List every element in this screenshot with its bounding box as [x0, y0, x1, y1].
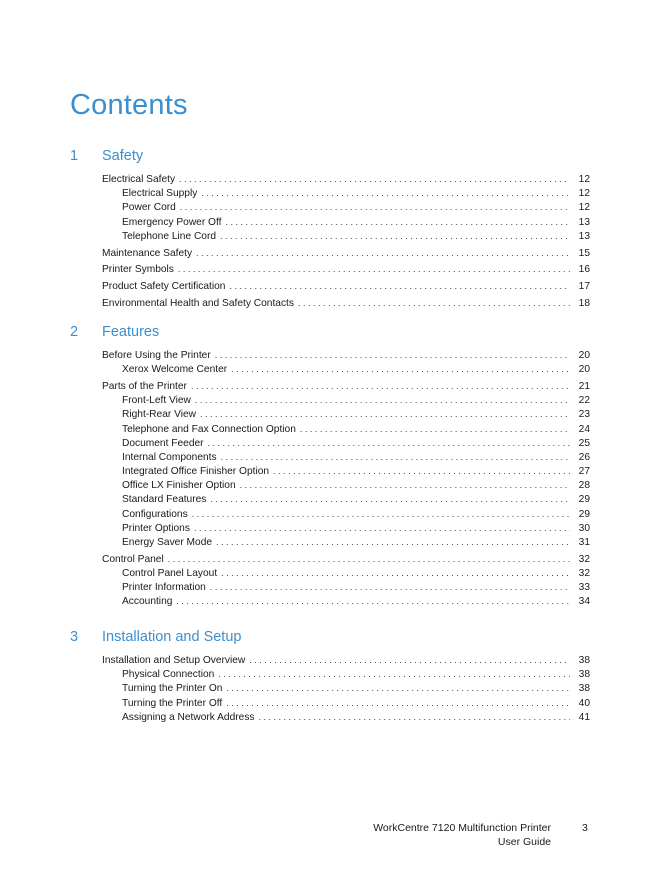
dot-leader [273, 464, 570, 478]
toc-page-number: 18 [578, 297, 590, 309]
toc-page-number: 22 [578, 395, 590, 407]
toc-entry-title: Parts of the Printer [102, 380, 187, 392]
toc-subentry[interactable] [122, 594, 590, 608]
dot-leader [259, 710, 570, 724]
toc-page-number: 38 [578, 683, 590, 695]
toc-entry-title: Control Panel Layout [122, 568, 218, 579]
toc-entry-title: Accounting [122, 596, 173, 608]
toc-entry-title: Xerox Welcome Center [122, 364, 228, 376]
toc-subentry[interactable] [122, 521, 590, 535]
footer [373, 821, 551, 849]
toc-list [70, 653, 590, 724]
toc-subentry[interactable] [122, 464, 590, 478]
toc-page-number: 12 [578, 202, 590, 214]
toc-entry[interactable] [102, 653, 590, 667]
toc-page-number: 30 [578, 522, 590, 534]
toc-entry-title: Internal Components [122, 451, 217, 463]
chapter-number: 1 [70, 148, 79, 164]
chapter-heading[interactable] [70, 148, 590, 168]
toc-subentry[interactable] [122, 422, 590, 436]
toc-page-number: 34 [578, 596, 590, 608]
toc-entry-title: Maintenance Safety [102, 247, 193, 259]
toc-page-number: 26 [578, 451, 590, 463]
dot-leader [168, 552, 570, 566]
toc-entry-title: Assigning a Network Address [122, 711, 255, 723]
toc-page-number: 12 [578, 188, 590, 200]
toc-subentry[interactable] [122, 478, 590, 492]
chapter-features [70, 324, 590, 609]
toc-entry-title: Printer Options [122, 522, 190, 534]
toc-list [70, 172, 590, 310]
toc-page-number: 28 [578, 480, 590, 492]
toc-page-number: 20 [578, 364, 590, 376]
toc-entry-title: Product Safety Certification [102, 281, 226, 293]
footer-page-number: 3 [582, 822, 588, 834]
toc-page-number: 32 [578, 568, 590, 579]
toc-subentry[interactable] [122, 492, 590, 506]
toc-subentry[interactable] [122, 362, 590, 376]
chapter-title: Installation and Setup [102, 629, 242, 645]
dot-leader [179, 172, 570, 186]
toc-page-number: 40 [578, 697, 590, 709]
toc-page-number: 23 [578, 409, 590, 421]
dot-leader [180, 200, 570, 214]
toc-entry-title: Right-Rear View [122, 409, 196, 421]
toc-entry-title: Before Using the Printer [102, 350, 211, 361]
dot-leader [178, 262, 570, 276]
footer-product: WorkCentre 7120 Multifunction Printer [373, 822, 551, 834]
chapter-heading[interactable] [70, 324, 590, 344]
toc-page-number: 16 [578, 264, 590, 276]
toc-subentry[interactable] [122, 667, 590, 681]
dot-leader [225, 215, 570, 229]
chapter-safety [70, 148, 590, 310]
toc-subentry[interactable] [122, 566, 590, 580]
toc-subentry[interactable] [122, 229, 590, 243]
dot-leader [300, 422, 570, 436]
dot-leader [229, 279, 570, 293]
dot-leader [210, 580, 570, 594]
toc-list [70, 348, 590, 609]
toc-page-number: 27 [578, 466, 590, 478]
dot-leader [221, 566, 570, 580]
toc-page-number: 17 [578, 281, 590, 293]
toc-page-number: 29 [578, 508, 590, 520]
dot-leader [249, 653, 570, 667]
dot-leader [231, 362, 570, 376]
dot-leader [218, 667, 570, 681]
dot-leader [196, 246, 570, 260]
toc-entry-title: Turning the Printer On [122, 683, 223, 695]
toc-entry-title: Printer Symbols [102, 264, 174, 276]
toc-entry[interactable] [102, 552, 590, 566]
toc-subentry[interactable] [122, 535, 590, 549]
toc-page-number: 13 [578, 216, 590, 228]
toc-subentry[interactable] [122, 186, 590, 200]
toc-entry-title: Telephone Line Cord [122, 230, 217, 242]
dot-leader [208, 436, 570, 450]
toc-entry[interactable] [102, 296, 590, 310]
toc-entry[interactable] [102, 172, 590, 186]
toc-entry-title: Office LX Finisher Option [122, 480, 236, 492]
toc-subentry[interactable] [122, 393, 590, 407]
toc-subentry[interactable] [122, 696, 590, 710]
toc-subentry[interactable] [122, 681, 590, 695]
dot-leader [220, 229, 570, 243]
toc-entry-title: Turning the Printer Off [122, 697, 223, 709]
toc-entry-title: Telephone and Fax Connection Option [122, 423, 296, 435]
toc-page-number: 33 [578, 582, 590, 594]
toc-page-number: 25 [578, 437, 590, 449]
dot-leader [298, 296, 570, 310]
toc-page-number: 32 [578, 553, 590, 565]
toc-page-number: 38 [578, 655, 590, 666]
chapter-installation-setup [70, 629, 590, 724]
toc-entry-title: Emergency Power Off [122, 216, 222, 228]
toc-entry-title: Control Panel [102, 553, 164, 565]
toc-entry-title: Electrical Safety [102, 174, 176, 185]
toc-page-number: 20 [578, 350, 590, 361]
toc-page-number: 38 [578, 669, 590, 681]
toc-page-number: 15 [578, 247, 590, 259]
dot-leader [201, 186, 570, 200]
toc-entry-title: Physical Connection [122, 669, 215, 681]
toc-entry-title: Printer Information [122, 582, 206, 594]
toc-page-number: 21 [578, 380, 590, 392]
dot-leader [195, 393, 570, 407]
toc-entry-title: Configurations [122, 508, 188, 520]
toc-subentry[interactable] [122, 710, 590, 724]
page-title: Contents [70, 89, 188, 122]
chapter-number: 2 [70, 324, 79, 340]
toc-entry-title: Energy Saver Mode [122, 537, 213, 549]
dot-leader [226, 696, 570, 710]
dot-leader [200, 407, 570, 421]
dot-leader [194, 521, 570, 535]
toc-entry-title: Environmental Health and Safety Contacts [102, 297, 294, 309]
toc-entry-title: Electrical Supply [122, 188, 198, 200]
toc-page-number: 31 [578, 537, 590, 549]
toc-subentry[interactable] [122, 436, 590, 450]
dot-leader [240, 478, 570, 492]
toc-subentry[interactable] [122, 580, 590, 594]
dot-leader [191, 379, 570, 393]
toc-entry-title: Standard Features [122, 494, 207, 506]
chapter-title: Safety [102, 148, 144, 164]
dot-leader [215, 348, 570, 362]
toc-entry[interactable] [102, 262, 590, 276]
toc-page-number: 24 [578, 423, 590, 435]
chapter-heading[interactable] [70, 629, 590, 649]
toc-entry[interactable] [102, 348, 590, 362]
toc-subentry[interactable] [122, 507, 590, 521]
toc-subentry[interactable] [122, 215, 590, 229]
toc-subentry[interactable] [122, 200, 590, 214]
toc-entry-title: Document Feeder [122, 437, 204, 449]
dot-leader [226, 681, 570, 695]
toc-entry[interactable] [102, 379, 590, 393]
dot-leader [221, 450, 570, 464]
toc-entry-title: Integrated Office Finisher Option [122, 466, 270, 478]
dot-leader [210, 492, 570, 506]
toc-page-number: 29 [578, 494, 590, 506]
toc-entry-title: Installation and Setup Overview [102, 655, 246, 666]
toc-page-number: 12 [578, 174, 590, 185]
toc-entry-title: Front-Left View [122, 395, 191, 407]
toc-entry[interactable] [102, 246, 590, 260]
chapter-title: Features [102, 324, 160, 340]
chapter-number: 3 [70, 629, 79, 645]
toc-page-number: 13 [578, 230, 590, 242]
toc-page-number: 41 [578, 711, 590, 723]
footer-doc-title: User Guide [497, 836, 551, 848]
toc-subentry[interactable] [122, 450, 590, 464]
dot-leader [192, 507, 570, 521]
toc-entry-title: Power Cord [122, 202, 176, 214]
dot-leader [176, 594, 570, 608]
toc-entry[interactable] [102, 279, 590, 293]
dot-leader [216, 535, 570, 549]
toc-subentry[interactable] [122, 407, 590, 421]
